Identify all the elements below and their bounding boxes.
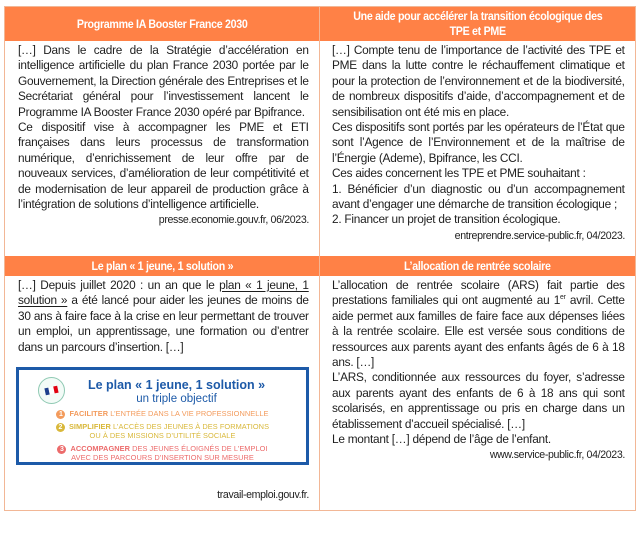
box-body-ia-booster xyxy=(5,41,319,255)
intro-text: […] Depuis juillet 2020 : un an que le xyxy=(18,278,220,292)
objective-1 xyxy=(19,409,306,419)
box-text xyxy=(332,43,625,228)
source-citation: presse.economie.gouv.fr, 06/2023. xyxy=(158,214,309,227)
objective-keyword: SIMPLIFIER xyxy=(68,422,111,431)
objective-text: L’ACCÈS DES JEUNES À DES FORMATIONS xyxy=(110,422,270,431)
objective-keyword: FACILITER xyxy=(69,409,109,418)
box-title-line1: Une aide pour accélérer la transition écologique des xyxy=(352,9,603,23)
infographic-subtitle: un triple objectif xyxy=(136,393,217,405)
box-text xyxy=(18,43,309,212)
objective-2-line2: OU À DES MISSIONS D’UTILITÉ SOCIALE xyxy=(89,431,236,440)
box-title: Programme IA Booster France 2030 xyxy=(76,16,248,31)
objective-text: L’ENTRÉE DANS LA VIE PROFESSIONNELLE xyxy=(108,409,269,418)
paragraph xyxy=(332,278,625,370)
paragraph: Ces aides concernent les TPE et PME souhaitant : xyxy=(332,166,586,181)
list-item: 1. Bénéficier d’un diagnostic ou d’un accompagnement avant d’engager une démarche de transition écologique ; xyxy=(332,181,625,212)
box-header-allocation-rentree xyxy=(320,256,635,276)
box-title-line2: TPE et PME xyxy=(449,24,506,38)
infographic-title: Le plan « 1 jeune, 1 solution » xyxy=(87,378,266,392)
paragraph: L’ARS, conditionnée aux ressources du foyer, s’adresse aux parents ayant des enfants de 6 à 18 ans qui sont scolarisés, en apprentissage ou pris en charge dans un établissement d’accueil spécialisé. […] xyxy=(332,370,625,431)
box-text xyxy=(332,278,625,447)
box-body-transition-ecologique xyxy=(320,41,635,255)
source-citation: travail-emploi.gouv.fr. xyxy=(217,489,309,501)
number-badge: 3 xyxy=(57,445,66,454)
number-badge: 2 xyxy=(56,423,65,432)
box-title: L’allocation de rentrée scolaire xyxy=(404,258,551,273)
box-body-allocation-rentree xyxy=(320,276,635,510)
box-header-ia-booster xyxy=(5,7,319,41)
paragraph xyxy=(18,278,309,355)
objective-text: DES JEUNES ÉLOIGNÉS DE L’EMPLOI xyxy=(130,444,268,453)
source-citation: entreprendre.service-public.fr, 04/2023. xyxy=(454,229,625,242)
paragraph-text: avril. Cette aide permet aux familles de faire face aux dépenses liées à la rentrée scolaire. Elle est versée sous conditions de ressources aux parents ayant des enfants âgés de 6 à 18 ans. […] xyxy=(332,293,625,370)
list-item: 2. Financer un projet de transition écologique. xyxy=(332,212,561,227)
objective-3-line2: AVEC DES PARCOURS D’INSERTION SUR MESURE xyxy=(71,453,254,462)
infographic-1-jeune-1-solution xyxy=(16,367,309,465)
box-text xyxy=(18,278,309,355)
superscript: er xyxy=(560,294,566,302)
intro-text-continued: a été lancé pour aider les jeunes de moins de 30 ans à faire face à la crise en leur permettant de trouver un emploi, un apprentissage, une formation ou d’entrer dans un parcours d’insertion. […] xyxy=(18,293,309,354)
source-citation: www.service-public.fr, 04/2023. xyxy=(489,449,625,462)
objective-keyword: ACCOMPAGNER xyxy=(70,444,130,453)
paragraph: Le montant […] dépend de l’âge de l’enfant. xyxy=(332,432,551,447)
number-badge: 1 xyxy=(56,410,65,419)
paragraph: […] Dans le cadre de la Stratégie d’accélération en intelligence artificielle du plan France 2030 portée par le Gouvernement, la Direction générale des Entreprises et le Secrétariat général pour l’investissement lancent le Programme IA Booster France 2030 opéré par Bpifrance. xyxy=(18,43,309,119)
paragraph-text: L’allocation de rentrée scolaire (ARS) fait partie des prestations familiales qui ont augmenté au 1 xyxy=(332,278,625,308)
paragraph: Ce dispositif vise à accompagner les PME et ETI françaises dans leurs processus de transformation numérique, d’enrichissement de leur offre par de nouveaux services, d’amélioration de leur compétitivité et de modernisation de leur appareil de production grâce à l’intégration de solutions d’intelligence artificielle. xyxy=(18,120,309,212)
paragraph: […] Compte tenu de l’importance de l’activité des TPE et PME dans la lutte contre le réchauffement climatique et pour la protection de l’environnement et de la biodiversité, de nombreux dispositifs d’aide, d’accompagnement et de sensibilisation ont été mis en place. xyxy=(332,43,625,119)
box-header-transition-ecologique xyxy=(320,7,635,41)
box-header-1-jeune-1-solution xyxy=(5,256,319,276)
plan-link[interactable]: plan « 1 jeune, 1 solution » xyxy=(18,278,309,308)
box-title: Le plan « 1 jeune, 1 solution » xyxy=(91,258,233,273)
paragraph: Ces dispositifs sont portés par les opérateurs de l’État que sont l’Agence de l’Environnement et de la maîtrise de l’Énergie (Ademe), Bpifrance, les CCI. xyxy=(332,120,625,165)
